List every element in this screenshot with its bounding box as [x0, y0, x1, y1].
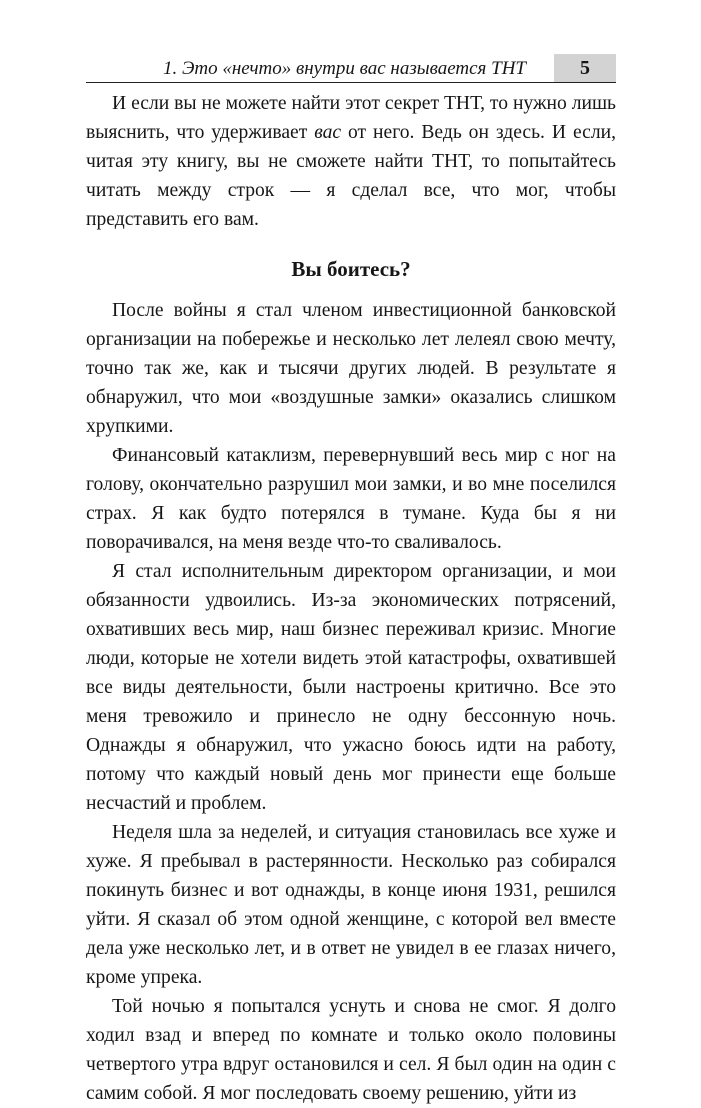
body-paragraph: После войны я стал членом инвестиционной банковской организации на побережье и несколько лет лелеял свою мечту, точно так же, как и тысячи других людей. В результате я обнаружил, что мои «воздушные замки» оказались слишком хрупкими. [86, 300, 616, 437]
page-body [86, 89, 616, 1108]
intro-italic-word: вас [314, 122, 342, 143]
body-paragraph: Я стал исполнительным директором организации, и мои обязанности удвоились. Из-за экономических потрясений, охвативших весь мир, наш бизнес переживал кризис. Многие люди, которые не хотели видеть этой катастрофы, охватившей все виды деятельности, были настроены критично. Все это меня тревожило и принесло не одну бессонную ночь. Однажды я обнаружил, что ужасно боюсь идти на работу, потому что каждый новый день мог принести еще больше несчастий и проблем. [86, 561, 616, 814]
intro-text-end: от него. Ведь он здесь. И если, читая эту книгу, вы не сможете найти ТНТ, то попытайтесь читать между строк — я сделал все, что мог, чтобы представить его вам. [86, 122, 616, 230]
page-number: 5 [580, 56, 590, 79]
header-rule [86, 82, 616, 83]
section-heading: Вы боитесь? [291, 257, 411, 281]
body-paragraph: Неделя шла за неделей, и ситуация становилась все хуже и хуже. Я пребывал в растерянности. Несколько раз собирался покинуть бизнес и вот однажды, в конце июня 1931, решился уйти. Я сказал об этом одной женщине, с которой вел вместе дела уже несколько лет, и в ответ не увидел в ее глазах ничего, кроме упрека. [86, 822, 616, 988]
running-header [86, 54, 616, 84]
running-title: 1. Это «нечто» внутри вас называется ТНТ [162, 58, 526, 79]
body-paragraph: Той ночью я попытался уснуть и снова не смог. Я долго ходил взад и вперед по комнате и только около половины четвертого утра вдруг остановился и сел. Я был один на один с самим собой. Я мог последовать своему решению, уйти из [86, 996, 616, 1104]
page-number-box [554, 54, 616, 82]
body-paragraph: Финансовый катаклизм, перевернувший весь мир с ног на голову, окончательно разрушил мои замки, и во мне поселился страх. Я как будто потерялся в тумане. Куда бы я ни поворачивался, на меня везде что-то сваливалось. [86, 445, 616, 553]
intro-text-start: И если вы не можете найти этот секрет ТНТ, то нужно лишь выяснить, что удерживает [86, 93, 616, 143]
intro-paragraph [86, 89, 616, 234]
